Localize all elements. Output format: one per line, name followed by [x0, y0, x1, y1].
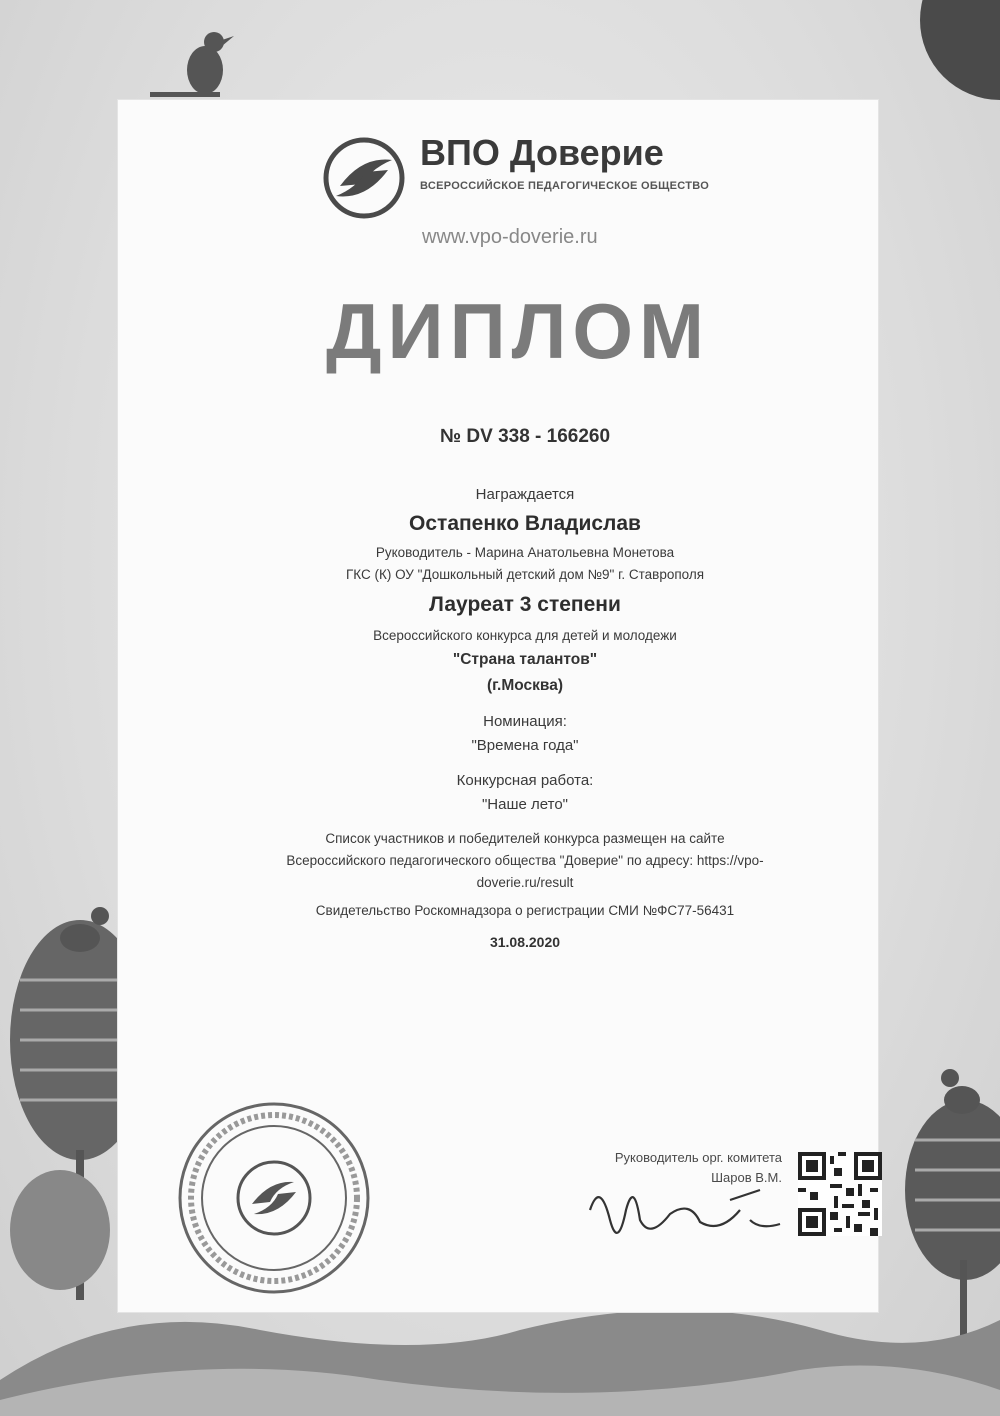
- diploma-number: № DV 338 - 166260: [439, 426, 611, 447]
- supervisor-line: Руководитель - Марина Анатольевна Монетова: [375, 545, 675, 560]
- handwritten-signature-icon: [580, 1170, 790, 1260]
- signatory-name: Шаров В.М.: [711, 1170, 782, 1185]
- doverie-logo-icon: [322, 136, 406, 220]
- note-line-2: Всероссийского педагогического общества "Доверие" по адресу: https://vpo-: [286, 853, 764, 868]
- institution-line: ГКС (К) ОУ "Дошкольный детский дом №9" г. Ставрополя: [345, 567, 705, 582]
- round-stamp-icon: [176, 1100, 372, 1296]
- contest-name: "Страна талантов": [452, 651, 598, 668]
- contest-description: Всероссийского конкурса для детей и молодежи: [373, 628, 677, 643]
- diploma-title: ДИПЛОМ: [325, 287, 711, 375]
- contest-city: (г.Москва): [486, 677, 564, 694]
- note-line-3: doverie.ru/result: [476, 875, 574, 890]
- bird-top-left-icon: [150, 32, 234, 97]
- qr-code-icon: [798, 1152, 882, 1236]
- work-value: "Наше лето": [481, 796, 568, 813]
- logo-subtitle: ВСЕРОССИЙСКОЕ ПЕДАГОГИЧЕСКОЕ ОБЩЕСТВО: [420, 180, 710, 192]
- note-line-1: Список участников и победителей конкурса размещен на сайте: [325, 831, 725, 846]
- registration-line: Свидетельство Роскомнадзора о регистрации СМИ №ФС77-56431: [315, 903, 735, 918]
- work-label: Конкурсная работа:: [456, 772, 594, 789]
- bird-right-icon: [941, 1069, 980, 1114]
- diploma-date: 31.08.2020: [489, 934, 561, 950]
- tree-right-icon: [905, 1100, 1000, 1360]
- signatory-role: Руководитель орг. комитета: [614, 1150, 782, 1165]
- nomination-value: "Времена года": [471, 737, 579, 754]
- organization-logo: [322, 128, 742, 248]
- logo-url: www.vpo-doverie.ru: [422, 226, 598, 248]
- nomination-label: Номинация:: [483, 713, 567, 730]
- award-title: Лауреат 3 степени: [429, 593, 621, 616]
- recipient-name: Остапенко Владислав: [409, 512, 641, 535]
- logo-title: ВПО Доверие: [420, 132, 664, 173]
- awarded-label: Награждается: [475, 486, 575, 503]
